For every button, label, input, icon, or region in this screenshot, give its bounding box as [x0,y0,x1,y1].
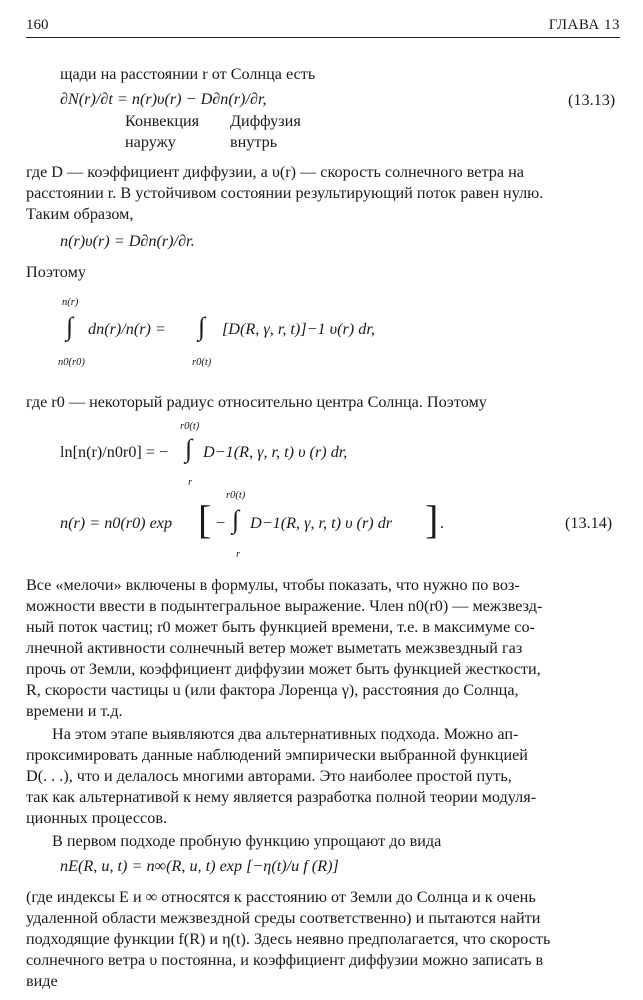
para1-line2: расстоянии r. В устойчивом состоянии результирующий поток равен нулю. [26,184,544,202]
eq5-lower-limit: r [236,549,241,560]
integral2-lower-limit: r0(t) [192,357,212,368]
para6-line: (где индексы E и ∞ относятся к расстоянию от Земли до Солнца и к очень [26,888,536,906]
eq5-body: D−1(R, γ, r, t) υ (r) dr [250,514,393,532]
eq4-body: D−1(R, γ, r, t) υ (r) dr, [203,443,348,461]
para3-line: R, скорости частицы u (или фактора Лоренца γ), расстояния до Солнца, [26,681,519,699]
para3-line: ный поток частиц; r0 может быть функцией времени, т.е. в максимуме со- [26,618,535,636]
para6-line: удаленной области межзвездной среды соответственно) и пытаются найти [26,909,541,927]
eq5-right-bracket: ] [425,497,439,542]
equation-number-13-13: (13.13) [568,91,616,109]
para3-line: времени и т.д. [26,702,123,720]
eq5-lhs: n(r) = n0(r0) exp [60,514,173,532]
para6-line: солнечного ветра υ постоянна, и коэффициент диффузии можно записать в [26,951,544,969]
therefore-line: Поэтому [26,263,86,281]
para3-line: Все «мелочи» включены в формулы, чтобы показать, что нужно по воз- [26,576,520,594]
para4-line: D(. . .), что и делалось многими авторами. Это наиболее простой путь, [26,767,512,785]
para6-line: подходящие функции f(R) и η(t). Здесь неявно предполагается, что скорость [26,930,551,948]
eq4-integral-sign: ∫ [185,434,193,463]
label-outward: наружу [125,133,176,151]
label-inward: внутрь [230,133,278,151]
para4-line: проксимировать данные наблюдений эмпирически выбранной функцией [26,746,528,764]
integral1-lower-limit: n0(r0) [58,357,85,368]
para1-line1: где D — коэффициент диффузии, а υ(r) — скорость солнечного ветра на [26,163,524,181]
para3-line: лнечной активности солнечный ветер может выметать межзвездный газ [26,639,523,657]
page-number: 160 [26,17,49,33]
label-diffusion: Диффузия [230,112,301,130]
eq4-lower-limit: r [188,477,193,488]
eq4-lhs: ln[n(r)/n0r0] = − [60,443,169,461]
intro-line: щади на расстоянии r от Солнца есть [60,65,316,83]
equation-flux-balance: n(r)υ(r) = D∂n(r)/∂r. [60,232,195,250]
eq4-upper-limit: r0(t) [180,421,200,432]
para4-line: ционных процессов. [26,809,168,827]
integral2-body: [D(R, γ, r, t)]−1 υ(r) dr, [222,320,375,338]
para3-line: прочь от Земли, коэффициент диффузии может быть функцией жесткости, [26,660,541,678]
equation-trial-function: nE(R, u, t) = n∞(R, u, t) exp [−η(t)/u f (R)] [60,857,339,875]
chapter-title: ГЛАВА 13 [548,17,620,33]
para5-line: В первом подходе пробную функцию упрощают до вида [52,832,442,850]
integral1-body: dn(r)/n(r) = [88,320,166,338]
integral1-sign: ∫ [66,312,74,341]
header-rule [26,37,620,38]
eq5-minus: − [216,514,226,532]
para4-line: На этом этапе выявляются два альтернативных подхода. Можно ап- [52,725,519,743]
para4-line: так как альтернативой к нему является разработка полной теории модуля- [26,788,537,806]
para6-line: виде [26,972,58,990]
integral2-sign: ∫ [198,312,206,341]
integral1-upper-limit: n(r) [62,297,79,308]
eq5-left-bracket: [ [198,497,212,542]
para2-line: где r0 — некоторый радиус относительно центра Солнца. Поэтому [26,393,487,411]
eq5-integral-sign: ∫ [232,505,240,534]
equation-13-13: ∂N(r)/∂t = n(r)υ(r) − D∂n(r)/∂r, [60,90,267,108]
label-convection: Конвекция [125,112,200,130]
equation-number-13-14: (13.14) [565,514,613,532]
para3-line: можности ввести в подынтегральное выражение. Член n0(r0) — межзвезд- [26,597,543,615]
eq5-upper-limit: r0(t) [226,490,246,501]
para1-line3: Таким образом, [26,205,134,223]
eq5-period: . [440,514,445,532]
